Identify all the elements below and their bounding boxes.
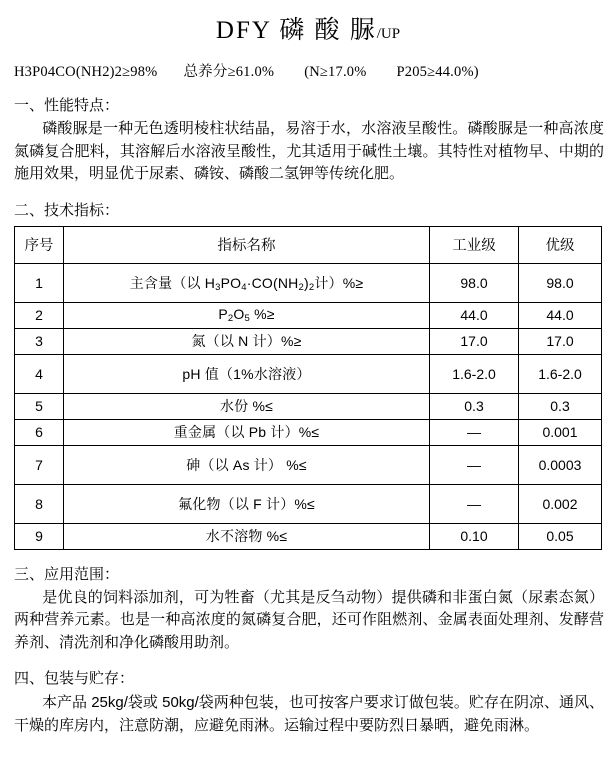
table-cell-name: 氟化物（以 F 计）%≤ — [64, 484, 430, 523]
table-cell-no: 9 — [15, 523, 64, 549]
table-cell-industrial: 1.6-2.0 — [430, 354, 519, 393]
document-page — [0, 10, 616, 757]
table-row — [15, 445, 602, 484]
table-row — [15, 354, 602, 393]
table-row — [15, 263, 602, 302]
table-cell-superior: 0.001 — [519, 419, 602, 445]
title-sub-text: /UP — [376, 26, 401, 42]
table-cell-superior: 0.002 — [519, 484, 602, 523]
section-heading-performance: 一、性能特点： — [14, 97, 120, 114]
formula-line — [14, 60, 616, 81]
table-cell-name: 水份 %≤ — [64, 393, 430, 419]
table-cell-superior: 17.0 — [519, 328, 602, 354]
table-cell-superior: 44.0 — [519, 302, 602, 328]
table-row — [15, 302, 602, 328]
table-cell-industrial: — — [430, 484, 519, 523]
page-title — [0, 10, 616, 46]
spec-table — [14, 226, 602, 550]
table-row — [15, 523, 602, 549]
table-cell-no: 7 — [15, 445, 64, 484]
table-cell-no: 6 — [15, 419, 64, 445]
table-cell-no: 5 — [15, 393, 64, 419]
section-paragraph-applications — [14, 587, 604, 655]
table-cell-no: 2 — [15, 302, 64, 328]
table-header-industrial: 工业级 — [430, 226, 519, 263]
table-row — [15, 484, 602, 523]
table-body — [15, 263, 602, 549]
table-cell-industrial: 44.0 — [430, 302, 519, 328]
formula-part-4: P205≥44.0%) — [396, 64, 479, 80]
formula-part-3: (N≥17.0% — [304, 64, 367, 80]
section-paragraph-performance — [14, 118, 604, 186]
spec-table-wrap — [14, 226, 602, 550]
table-cell-industrial: 98.0 — [430, 263, 519, 302]
packaging-text: 本产品 25kg/袋或 50kg/袋两种包装，也可按客户要求订做包装。贮存在阴凉、通风、干燥的库房内，注意防潮，应避免雨淋。运输过程中要防烈日暴晒，避免雨淋。 — [14, 694, 604, 734]
table-header-superior: 优级 — [519, 226, 602, 263]
table-cell-name: 主含量（以 $H_3PO_4\cdot CO(NH_2)_2$计）%≥ — [64, 263, 430, 302]
table-cell-no: 3 — [15, 328, 64, 354]
section-heading-specs: 二、技术指标： — [14, 201, 120, 219]
title-main-text: DFY 磷 酸 脲 — [215, 17, 377, 44]
table-cell-industrial: — — [430, 445, 519, 484]
performance-text: 磷酸脲是一种无色透明棱柱状结晶，易溶于水，水溶液呈酸性。磷酸脲是一种高浓度氮磷复合肥料，其溶解后水溶液呈酸性，尤其适用于碱性土壤。其特性对植物早、中期的施用效果，明显优于尿素、磷铵、磷酸二氢钾等传统化肥。 — [14, 120, 604, 182]
table-cell-superior: 0.0003 — [519, 445, 602, 484]
table-cell-name: 砷（以 As 计） %≤ — [64, 445, 430, 484]
table-header-name: 指标名称 — [64, 226, 430, 263]
table-cell-no: 4 — [15, 354, 64, 393]
table-row — [15, 419, 602, 445]
table-cell-name: 水不溶物 %≤ — [64, 523, 430, 549]
section-heading-applications: 三、应用范围： — [14, 565, 120, 583]
table-row — [15, 393, 602, 419]
table-cell-superior: 1.6-2.0 — [519, 354, 602, 393]
table-cell-industrial: 17.0 — [430, 328, 519, 354]
table-cell-industrial: 0.3 — [430, 393, 519, 419]
table-cell-superior: 98.0 — [519, 263, 602, 302]
table-row — [15, 328, 602, 354]
table-cell-name: pH 值（1%水溶液） — [64, 354, 430, 393]
section-paragraph-packaging — [14, 692, 604, 737]
table-header-row — [15, 226, 602, 263]
table-cell-no: 1 — [15, 263, 64, 302]
section-heading-packaging: 四、包装与贮存： — [14, 670, 135, 687]
applications-text: 是优良的饲料添加剂，可为牲畜（尤其是反刍动物）提供磷和非蛋白氮（尿素态氮）两种营养元素。也是一种高浓度的氮磷复合肥，还可作阻燃剂、金属表面处理剂、发酵营养剂、清洗剂和净化磷酸用助剂。 — [14, 588, 604, 651]
table-cell-name: 重金属（以 Pb 计）%≤ — [64, 419, 430, 445]
table-cell-superior: 0.05 — [519, 523, 602, 549]
table-cell-name: $P_2O_5$ %≥ — [64, 302, 430, 328]
table-cell-industrial: 0.10 — [430, 523, 519, 549]
table-cell-industrial: — — [430, 419, 519, 445]
formula-part-2: 总养分≥61.0% — [183, 64, 275, 80]
table-cell-superior: 0.3 — [519, 393, 602, 419]
table-cell-no: 8 — [15, 484, 64, 523]
table-cell-name: 氮（以 N 计）%≥ — [64, 328, 430, 354]
table-header-no: 序号 — [15, 226, 64, 263]
formula-part-1: H3P04CO(NH2)2≥98% — [14, 64, 158, 80]
